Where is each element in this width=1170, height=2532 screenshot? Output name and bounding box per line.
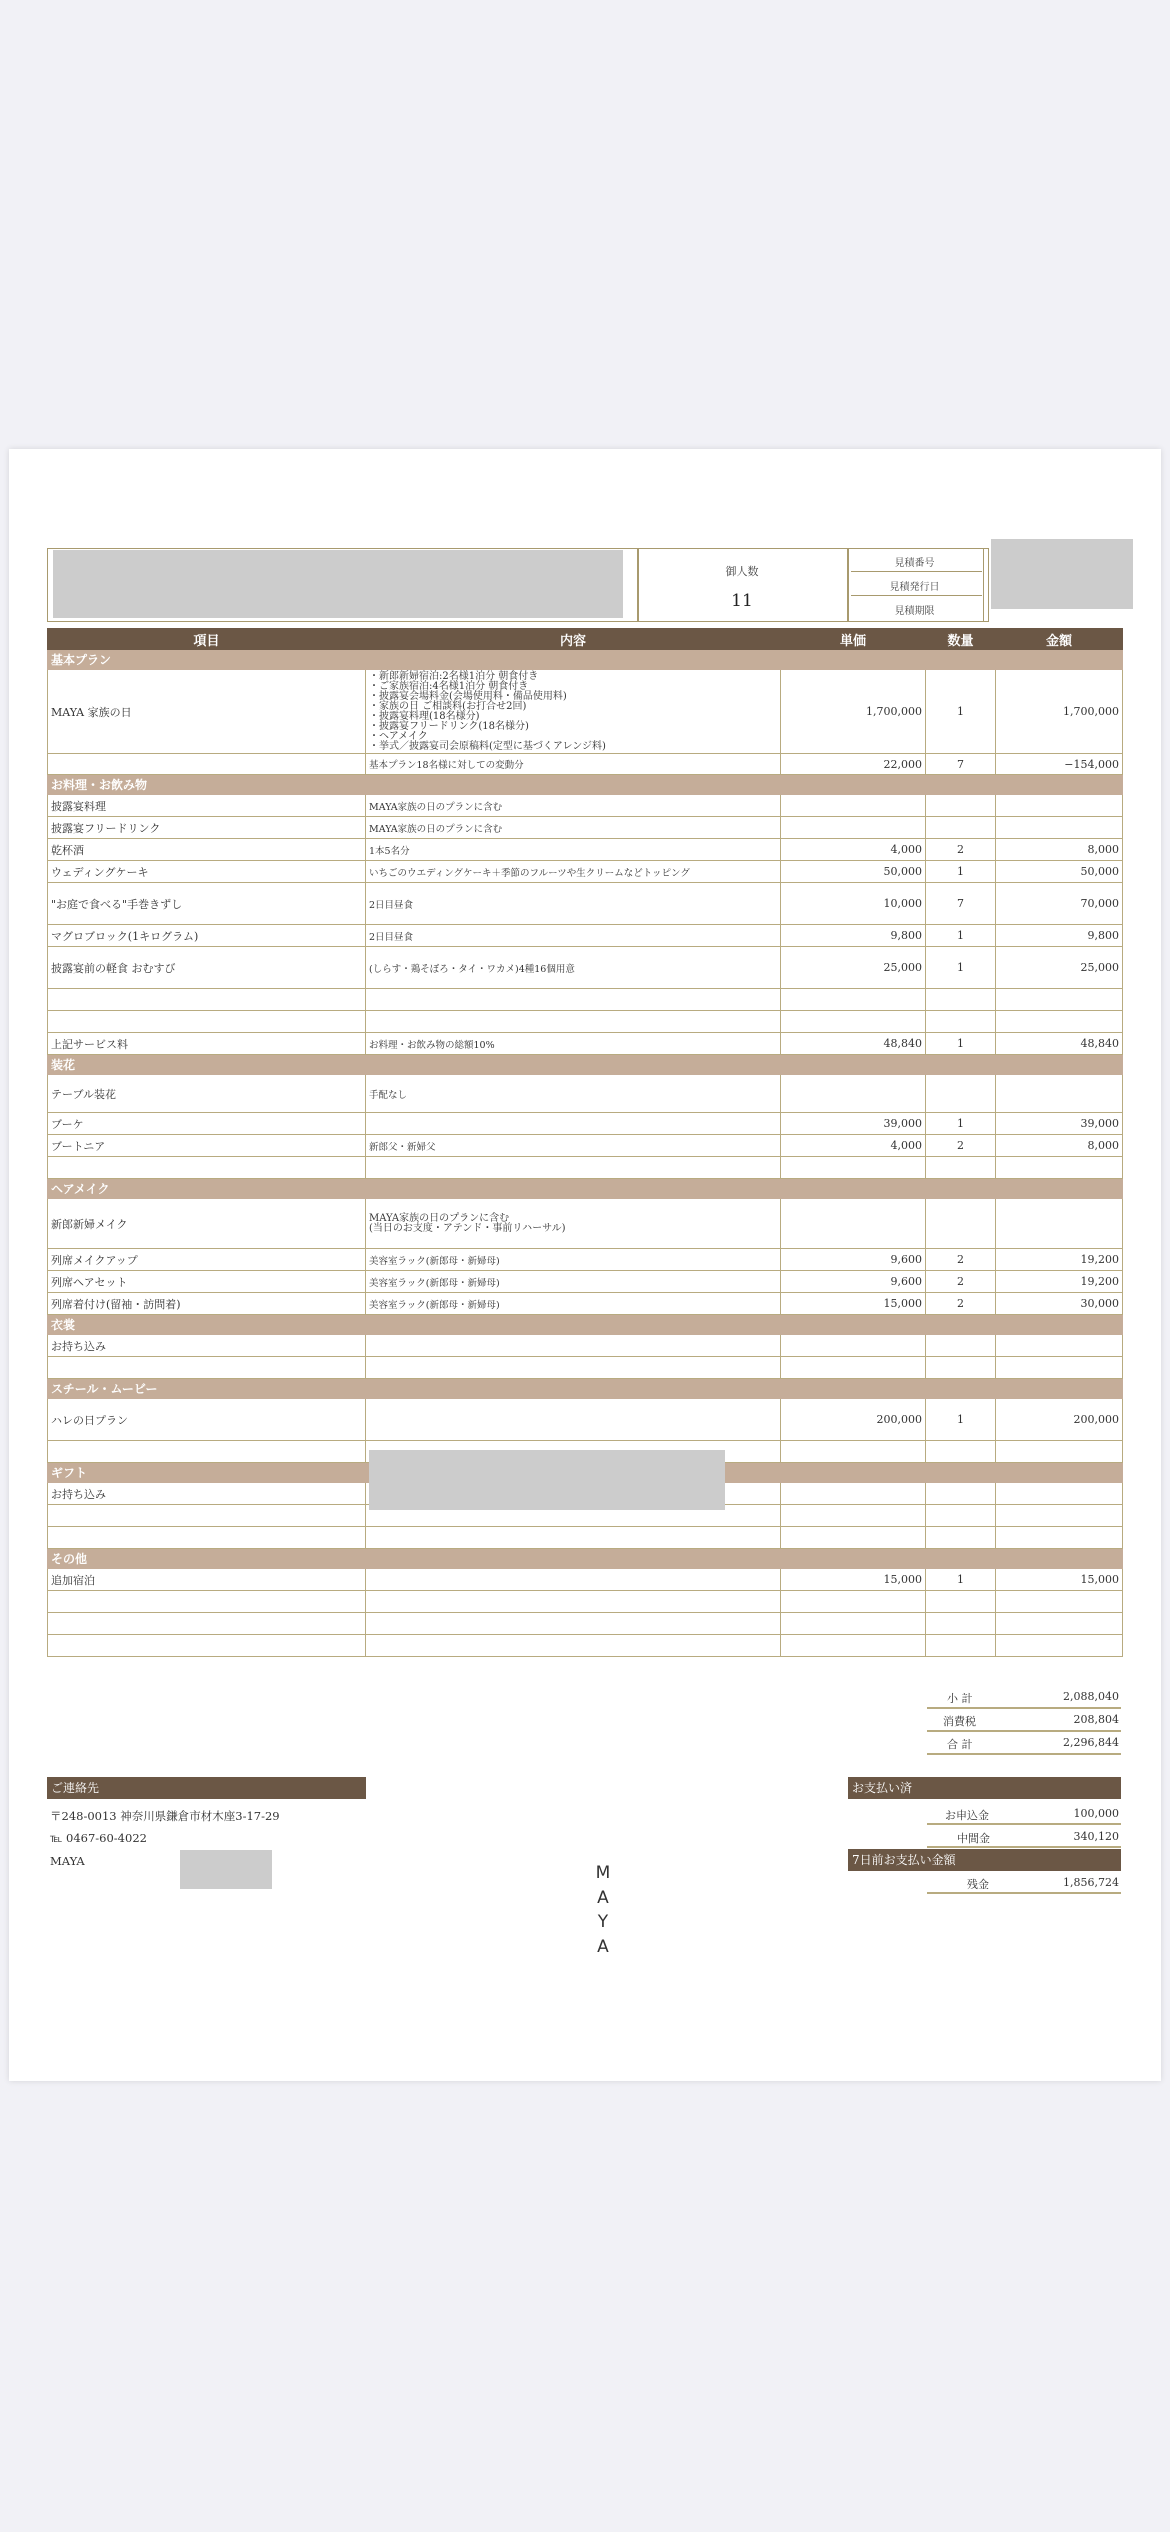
maya-logo — [583, 1861, 623, 1959]
table-row — [48, 947, 1123, 989]
unit-price-cell: 48,840 — [781, 1033, 926, 1055]
interim-row — [927, 1826, 1121, 1848]
item-cell: 披露宴前の軽食 おむすび — [48, 947, 366, 989]
table-row — [48, 1635, 1123, 1657]
tax-label: 消費税 — [943, 1715, 976, 1728]
section-header-row — [48, 775, 1123, 795]
table-row — [48, 817, 1123, 839]
content-cell — [366, 1335, 781, 1357]
quantity-cell — [926, 1505, 996, 1527]
item-cell — [48, 754, 366, 775]
balance-row — [927, 1872, 1121, 1894]
table-row — [48, 925, 1123, 947]
item-cell — [48, 1635, 366, 1657]
estimate-no-label: 見積番号 — [894, 558, 935, 569]
amount-cell — [996, 1591, 1123, 1613]
unit-price-cell: 4,000 — [781, 839, 926, 861]
table-row — [48, 839, 1123, 861]
item-cell — [48, 1527, 366, 1549]
quantity-cell — [926, 1157, 996, 1179]
section-title: その他 — [48, 1549, 1123, 1569]
unit-price-cell — [781, 1199, 926, 1249]
amount-cell: 1,700,000 — [996, 670, 1123, 754]
table-row — [48, 1271, 1123, 1293]
section-header-row — [48, 1379, 1123, 1399]
quantity-cell: 2 — [926, 1271, 996, 1293]
unit-price-cell: 200,000 — [781, 1399, 926, 1441]
amount-cell — [996, 989, 1123, 1011]
col-header-content: 内容 — [366, 629, 781, 650]
interim-label: 中間金 — [957, 1832, 990, 1845]
amount-cell: 8,000 — [996, 1135, 1123, 1157]
guest-count-value: 11 — [731, 591, 753, 611]
table-row — [48, 1293, 1123, 1315]
amount-cell — [996, 1527, 1123, 1549]
content-cell — [366, 989, 781, 1011]
quantity-cell: 1 — [926, 1033, 996, 1055]
item-cell: ブーケ — [48, 1113, 366, 1135]
quantity-cell — [926, 1527, 996, 1549]
amount-cell: 48,840 — [996, 1033, 1123, 1055]
quantity-cell — [926, 817, 996, 839]
item-cell: 乾杯酒 — [48, 839, 366, 861]
unit-price-cell: 15,000 — [781, 1569, 926, 1591]
item-cell — [48, 1441, 366, 1463]
item-cell — [48, 1157, 366, 1179]
content-cell — [366, 1399, 781, 1441]
section-title: ギフト — [48, 1463, 1123, 1483]
amount-cell: 39,000 — [996, 1113, 1123, 1135]
unit-price-cell: 10,000 — [781, 883, 926, 925]
table-row — [48, 1135, 1123, 1157]
unit-price-cell — [781, 1505, 926, 1527]
content-cell — [366, 1357, 781, 1379]
contact-title: ご連絡先 — [47, 1777, 366, 1799]
item-cell: 列席メイクアップ — [48, 1249, 366, 1271]
amount-cell: 15,000 — [996, 1569, 1123, 1591]
table-row — [48, 754, 1123, 775]
quantity-cell: 7 — [926, 754, 996, 775]
quantity-cell: 2 — [926, 1249, 996, 1271]
section-title: スチール・ムービー — [48, 1379, 1123, 1399]
content-cell: 美容室ラック(新郎母・新婦母) — [366, 1271, 781, 1293]
amount-cell — [996, 1441, 1123, 1463]
section-header-row — [48, 1179, 1123, 1199]
quantity-cell — [926, 1591, 996, 1613]
unit-price-cell — [781, 1527, 926, 1549]
meta-divider — [851, 571, 982, 572]
table-row — [48, 1591, 1123, 1613]
content-cell: ・新郎新婦宿泊:2名様1泊分 朝食付き ・ご家族宿泊:4名様1泊分 朝食付き ・披露宴会場料金(会場使用料・備品使用料) ・家族の日 ご相談料(お打合せ2回) ・披露宴料理(18名様分) ・披露宴フリードリンク(18名様分) ・ヘアメイク ・挙式／披露宴司会原稿料(定型に基づくアレンジ料) — [366, 670, 781, 754]
unit-price-cell: 4,000 — [781, 1135, 926, 1157]
table-row — [48, 861, 1123, 883]
table-row — [48, 1157, 1123, 1179]
deposit-value: 100,000 — [1073, 1807, 1119, 1820]
unit-price-cell — [781, 989, 926, 1011]
unit-price-cell — [781, 1613, 926, 1635]
amount-cell: 8,000 — [996, 839, 1123, 861]
issue-date-label: 見積発行日 — [889, 582, 940, 593]
content-cell — [366, 1635, 781, 1657]
deposit-label: お申込金 — [945, 1809, 989, 1822]
item-cell: 上記サービス料 — [48, 1033, 366, 1055]
content-cell — [366, 1011, 781, 1033]
amount-cell: 19,200 — [996, 1271, 1123, 1293]
amount-cell — [996, 1483, 1123, 1505]
amount-cell — [996, 1199, 1123, 1249]
item-cell: ハレの日プラン — [48, 1399, 366, 1441]
paid-title: お支払い済 — [848, 1777, 1121, 1799]
contact-name: MAYA — [50, 1854, 85, 1868]
item-cell: 披露宴料理 — [48, 795, 366, 817]
item-cell: MAYA 家族の日 — [48, 670, 366, 754]
amount-cell — [996, 1335, 1123, 1357]
estimate-meta-value-box — [982, 548, 989, 622]
unit-price-cell: 9,600 — [781, 1271, 926, 1293]
amount-cell: 30,000 — [996, 1293, 1123, 1315]
content-cell: お料理・お飲み物の総額10% — [366, 1033, 781, 1055]
table-row — [48, 1113, 1123, 1135]
quantity-cell — [926, 1199, 996, 1249]
item-cell: 新郎新婦メイク — [48, 1199, 366, 1249]
quantity-cell — [926, 795, 996, 817]
unit-price-cell — [781, 1335, 926, 1357]
table-row — [48, 670, 1123, 754]
unit-price-cell — [781, 1011, 926, 1033]
content-cell: 美容室ラック(新郎母・新婦母) — [366, 1293, 781, 1315]
table-row — [48, 1569, 1123, 1591]
amount-cell: 50,000 — [996, 861, 1123, 883]
section-title: 衣裳 — [48, 1315, 1123, 1335]
table-row — [48, 1399, 1123, 1441]
quantity-cell — [926, 1441, 996, 1463]
unit-price-cell — [781, 1635, 926, 1657]
quantity-cell — [926, 1483, 996, 1505]
unit-price-cell — [781, 1357, 926, 1379]
quantity-cell: 1 — [926, 1569, 996, 1591]
col-header-item: 項目 — [48, 629, 366, 650]
content-cell — [366, 1613, 781, 1635]
meta-divider — [851, 595, 982, 596]
amount-cell — [996, 1505, 1123, 1527]
item-cell — [48, 1505, 366, 1527]
unit-price-cell: 50,000 — [781, 861, 926, 883]
unit-price-cell: 1,700,000 — [781, 670, 926, 754]
content-cell: 新郎父・新婦父 — [366, 1135, 781, 1157]
amount-cell: 9,800 — [996, 925, 1123, 947]
unit-price-cell — [781, 1591, 926, 1613]
item-cell — [48, 1011, 366, 1033]
item-cell: お持ち込み — [48, 1483, 366, 1505]
section-title: お料理・お飲み物 — [48, 775, 1123, 795]
content-cell: いちごのウエディングケーキ＋季節のフルーツや生クリームなどトッピング — [366, 861, 781, 883]
content-cell — [366, 1157, 781, 1179]
estimate-document — [9, 449, 1161, 2081]
quantity-cell — [926, 1075, 996, 1113]
deposit-row — [927, 1803, 1121, 1825]
unit-price-cell: 15,000 — [781, 1293, 926, 1315]
quantity-cell: 1 — [926, 947, 996, 989]
unit-price-cell — [781, 795, 926, 817]
item-cell: お持ち込み — [48, 1335, 366, 1357]
quantity-cell — [926, 989, 996, 1011]
tax-row — [927, 1708, 1121, 1732]
quantity-cell: 1 — [926, 1113, 996, 1135]
total-value: 2,296,844 — [1063, 1736, 1119, 1749]
contact-address: 〒248-0013 神奈川県鎌倉市材木座3-17-29 — [50, 1809, 280, 1823]
amount-cell — [996, 1157, 1123, 1179]
item-cell — [48, 1613, 366, 1635]
contact-tel: ℡ 0467-60-4022 — [50, 1831, 147, 1845]
item-cell: 披露宴フリードリンク — [48, 817, 366, 839]
subtotal-label: 小 計 — [947, 1692, 973, 1705]
table-row — [48, 989, 1123, 1011]
amount-cell: 19,200 — [996, 1249, 1123, 1271]
item-cell — [48, 1357, 366, 1379]
quantity-cell: 2 — [926, 1293, 996, 1315]
content-cell: 1本5名分 — [366, 839, 781, 861]
tax-value: 208,804 — [1073, 1713, 1119, 1726]
logo-letter: Y — [597, 1912, 609, 1932]
item-cell — [48, 989, 366, 1011]
quantity-cell: 2 — [926, 839, 996, 861]
content-cell: MAYA家族の日のプランに含む — [366, 817, 781, 839]
amount-cell — [996, 1357, 1123, 1379]
unit-price-cell: 9,800 — [781, 925, 926, 947]
table-row — [48, 1011, 1123, 1033]
total-label: 合 計 — [947, 1738, 973, 1751]
section-header-row — [48, 1549, 1123, 1569]
quantity-cell: 7 — [926, 883, 996, 925]
table-row — [48, 1357, 1123, 1379]
section-header-row — [48, 1315, 1123, 1335]
quantity-cell: 1 — [926, 1399, 996, 1441]
amount-cell — [996, 1613, 1123, 1635]
unit-price-cell — [781, 1441, 926, 1463]
amount-cell — [996, 1635, 1123, 1657]
unit-price-cell: 9,600 — [781, 1249, 926, 1271]
section-header-row — [48, 650, 1123, 670]
amount-cell: 70,000 — [996, 883, 1123, 925]
content-cell — [366, 1527, 781, 1549]
amount-cell — [996, 1011, 1123, 1033]
amount-cell: −154,000 — [996, 754, 1123, 775]
redacted-contact-detail — [180, 1850, 272, 1889]
table-row — [48, 1527, 1123, 1549]
content-cell: (しらす・鶏そぼろ・タイ・ワカメ)4種16個用意 — [366, 947, 781, 989]
unit-price-cell: 25,000 — [781, 947, 926, 989]
table-row — [48, 1033, 1123, 1055]
client-name-box — [47, 548, 639, 622]
amount-cell — [996, 795, 1123, 817]
table-row — [48, 1075, 1123, 1113]
amount-cell — [996, 817, 1123, 839]
table-row — [48, 1199, 1123, 1249]
content-cell — [366, 1113, 781, 1135]
quantity-cell — [926, 1613, 996, 1635]
item-cell: ブートニア — [48, 1135, 366, 1157]
unit-price-cell: 39,000 — [781, 1113, 926, 1135]
content-cell: 2日目昼食 — [366, 883, 781, 925]
section-title: 装花 — [48, 1055, 1123, 1075]
table-row — [48, 1249, 1123, 1271]
item-cell: "お庭で食べる"手巻きずし — [48, 883, 366, 925]
subtotal-value: 2,088,040 — [1063, 1690, 1119, 1703]
due-title: 7日前お支払い金額 — [848, 1849, 1121, 1871]
content-cell: 基本プラン18名様に対しての変動分 — [366, 754, 781, 775]
col-header-unit-price: 単価 — [781, 629, 926, 650]
section-title: 基本プラン — [48, 650, 1123, 670]
table-row — [48, 795, 1123, 817]
section-title: ヘアメイク — [48, 1179, 1123, 1199]
unit-price-cell — [781, 1157, 926, 1179]
quantity-cell — [926, 1635, 996, 1657]
quantity-cell: 1 — [926, 861, 996, 883]
table-header-row — [48, 629, 1123, 650]
content-cell: 手配なし — [366, 1075, 781, 1113]
content-cell: MAYA家族の日のプランに含む — [366, 795, 781, 817]
logo-letter: A — [597, 1936, 609, 1957]
amount-cell — [996, 1075, 1123, 1113]
unit-price-cell — [781, 1075, 926, 1113]
balance-value: 1,856,724 — [1063, 1876, 1119, 1889]
logo-letter: A — [597, 1887, 609, 1908]
table-row — [48, 883, 1123, 925]
quantity-cell: 1 — [926, 670, 996, 754]
subtotal-row — [927, 1685, 1121, 1709]
item-cell: マグロブロック(1キログラム) — [48, 925, 366, 947]
interim-value: 340,120 — [1073, 1830, 1119, 1843]
logo-letter: M — [595, 1863, 611, 1883]
item-cell: 列席ヘアセット — [48, 1271, 366, 1293]
quantity-cell: 2 — [926, 1135, 996, 1157]
item-cell: テーブル装花 — [48, 1075, 366, 1113]
item-cell — [48, 1591, 366, 1613]
unit-price-cell — [781, 817, 926, 839]
total-row — [927, 1731, 1121, 1755]
quantity-cell — [926, 1011, 996, 1033]
content-cell: 美容室ラック(新郎母・新婦母) — [366, 1249, 781, 1271]
quantity-cell — [926, 1335, 996, 1357]
redacted-estimate-details — [991, 539, 1133, 609]
content-cell: MAYA家族の日のプランに含む (当日のお支度・アテンド・事前リハーサル) — [366, 1199, 781, 1249]
redacted-photo-plan-details — [369, 1450, 725, 1510]
table-row — [48, 1335, 1123, 1357]
col-header-quantity: 数量 — [926, 629, 996, 650]
unit-price-cell — [781, 1483, 926, 1505]
content-cell — [366, 1569, 781, 1591]
amount-cell: 200,000 — [996, 1399, 1123, 1441]
balance-label: 残金 — [967, 1878, 989, 1891]
content-cell — [366, 1591, 781, 1613]
section-header-row — [48, 1055, 1123, 1075]
col-header-amount: 金額 — [996, 629, 1123, 650]
quantity-cell: 1 — [926, 925, 996, 947]
guest-count-label: 御人数 — [725, 565, 759, 578]
unit-price-cell: 22,000 — [781, 754, 926, 775]
table-row — [48, 1613, 1123, 1635]
content-cell: 2日目昼食 — [366, 925, 781, 947]
quantity-cell — [926, 1357, 996, 1379]
item-cell: 列席着付け(留袖・訪問着) — [48, 1293, 366, 1315]
item-cell: 追加宿泊 — [48, 1569, 366, 1591]
amount-cell: 25,000 — [996, 947, 1123, 989]
item-cell: ウェディングケーキ — [48, 861, 366, 883]
expiry-label: 見積期限 — [894, 606, 935, 617]
